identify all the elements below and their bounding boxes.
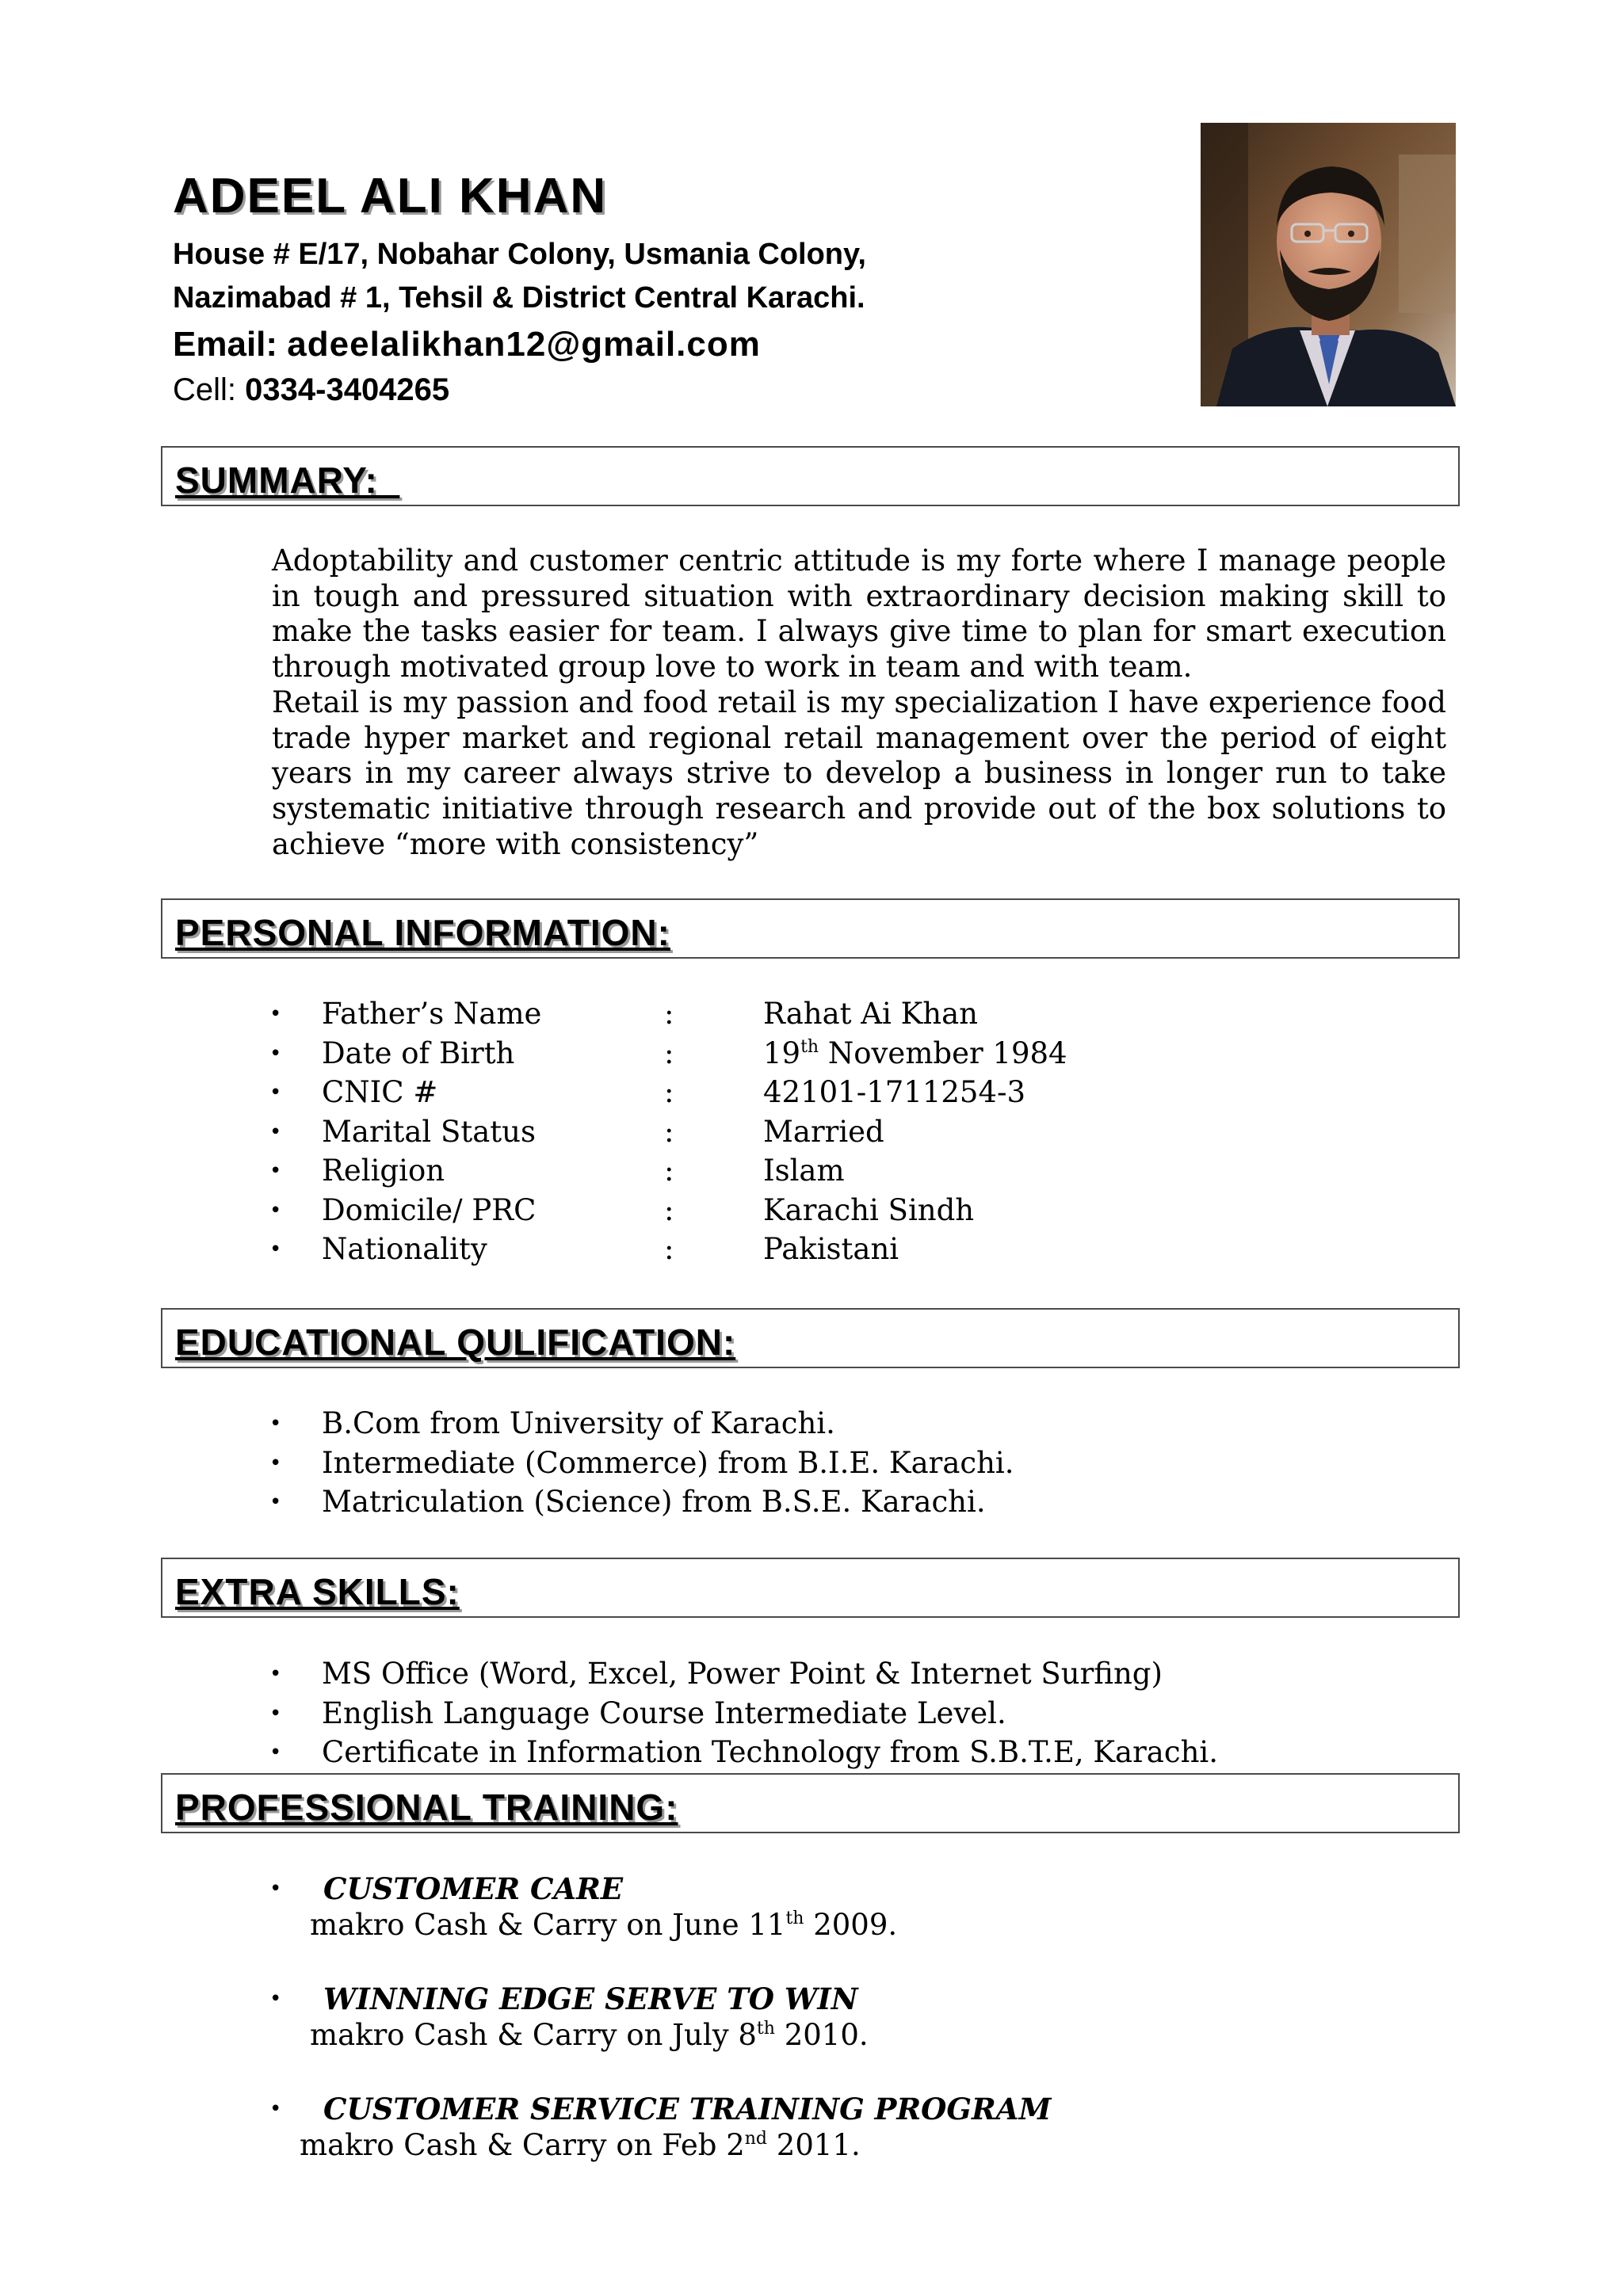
separator: : <box>664 1154 674 1188</box>
section-title: SUMMARY: <box>175 460 400 501</box>
separator: : <box>664 1035 674 1070</box>
bullet: • <box>269 1741 282 1764</box>
bullet: • <box>269 1490 282 1514</box>
skill-item: English Language Course Intermediate Level. <box>322 1695 1006 1730</box>
bullet: • <box>269 1002 282 1026</box>
address-line-2: Nazimabad # 1, Tehsil & District Central Karachi. <box>173 281 865 315</box>
section-education <box>161 1308 1460 1368</box>
education-item: B.Com from University of Karachi. <box>322 1406 835 1440</box>
separator: : <box>664 997 674 1031</box>
separator: : <box>664 1114 674 1149</box>
cell-line <box>173 372 449 408</box>
bullet: • <box>269 1159 282 1183</box>
info-label: Date of Birth <box>322 1035 515 1070</box>
section-title: PROFESSIONAL TRAINING: <box>175 1787 678 1828</box>
bullet: • <box>269 1877 282 1901</box>
section-extra-skills <box>161 1558 1460 1618</box>
info-label: CNIC # <box>322 1075 438 1109</box>
bullet: • <box>269 1451 282 1475</box>
section-title: EDUCATIONAL QULIFICATION: <box>175 1322 736 1363</box>
bullet: • <box>269 1198 282 1222</box>
separator: : <box>664 1232 674 1266</box>
info-value: Islam <box>763 1154 845 1188</box>
section-title: EXTRA SKILLS: <box>175 1571 460 1612</box>
training-detail: makro Cash & Carry on Feb 2nd 2011. <box>300 2128 861 2162</box>
education-item: Matriculation (Science) from B.S.E. Karachi. <box>322 1485 986 1519</box>
skill-item: Certificate in Information Technology from S.B.T.E, Karachi. <box>322 1735 1219 1769</box>
summary-text <box>272 543 1446 862</box>
separator: : <box>664 1192 674 1227</box>
bullet: • <box>269 1081 282 1104</box>
info-label: Marital Status <box>322 1114 536 1149</box>
info-label: Nationality <box>322 1232 487 1266</box>
section-title: PERSONAL INFORMATION: <box>175 912 670 953</box>
cell-value: 0334-3404265 <box>245 372 450 407</box>
email-line <box>173 325 761 364</box>
info-label: Father’s Name <box>322 997 542 1031</box>
info-value: Rahat Ai Khan <box>763 997 978 1031</box>
info-value: 42101-1711254-3 <box>763 1075 1026 1109</box>
training-title: CUSTOMER SERVICE TRAINING PROGRAM <box>323 2092 1052 2126</box>
email-value[interactable]: adeelalikhan12@gmail.com <box>287 325 761 364</box>
bullet: • <box>269 1412 282 1436</box>
bullet: • <box>269 1701 282 1726</box>
summary-paragraph: Adoptability and customer centric attitude is my forte where I manage people in tough and pressured situation with extraordinary decision making skill to make the tasks easier for team. I always give time to plan for smart execution through motivated group love to work in team and with team. <box>272 543 1446 685</box>
bullet: • <box>269 1987 282 2011</box>
bullet: • <box>269 1119 282 1144</box>
profile-photo <box>1201 123 1456 406</box>
training-detail: makro Cash & Carry on July 8th 2010. <box>310 2018 869 2052</box>
info-value: 19th November 1984 <box>763 1035 1067 1070</box>
address-line-1: House # E/17, Nobahar Colony, Usmania Colony, <box>173 238 866 271</box>
info-value: Married <box>763 1114 884 1149</box>
email-label: Email: <box>173 325 288 364</box>
candidate-name: ADEEL ALI KHAN <box>173 169 608 223</box>
skill-item: MS Office (Word, Excel, Power Point & Internet Surfing) <box>322 1657 1163 1691</box>
section-summary <box>161 446 1460 506</box>
bullet: • <box>269 2097 282 2121</box>
info-label: Domicile/ PRC <box>322 1192 537 1227</box>
summary-paragraph: Retail is my passion and food retail is my specialization I have experience food trade hyper market and regional retail management over the period of eight years in my career always strive to develop a business in longer run to take systematic initiative through research and provide out of the box solutions to achieve “more with consistency” <box>272 685 1446 861</box>
separator: : <box>664 1075 674 1109</box>
info-value: Karachi Sindh <box>763 1192 975 1227</box>
info-value: Pakistani <box>763 1232 899 1266</box>
training-title: CUSTOMER CARE <box>323 1871 624 1906</box>
section-personal-information <box>161 898 1460 959</box>
cell-label: Cell: <box>173 372 246 407</box>
education-item: Intermediate (Commerce) from B.I.E. Karachi. <box>322 1445 1014 1480</box>
bullet: • <box>269 1238 282 1261</box>
info-label: Religion <box>322 1154 445 1188</box>
bullet: • <box>269 1662 282 1686</box>
training-title: WINNING EDGE SERVE TO WIN <box>323 1981 858 2016</box>
bullet: • <box>269 1041 282 1066</box>
section-professional-training <box>161 1773 1460 1833</box>
training-detail: makro Cash & Carry on June 11th 2009. <box>310 1908 898 1942</box>
